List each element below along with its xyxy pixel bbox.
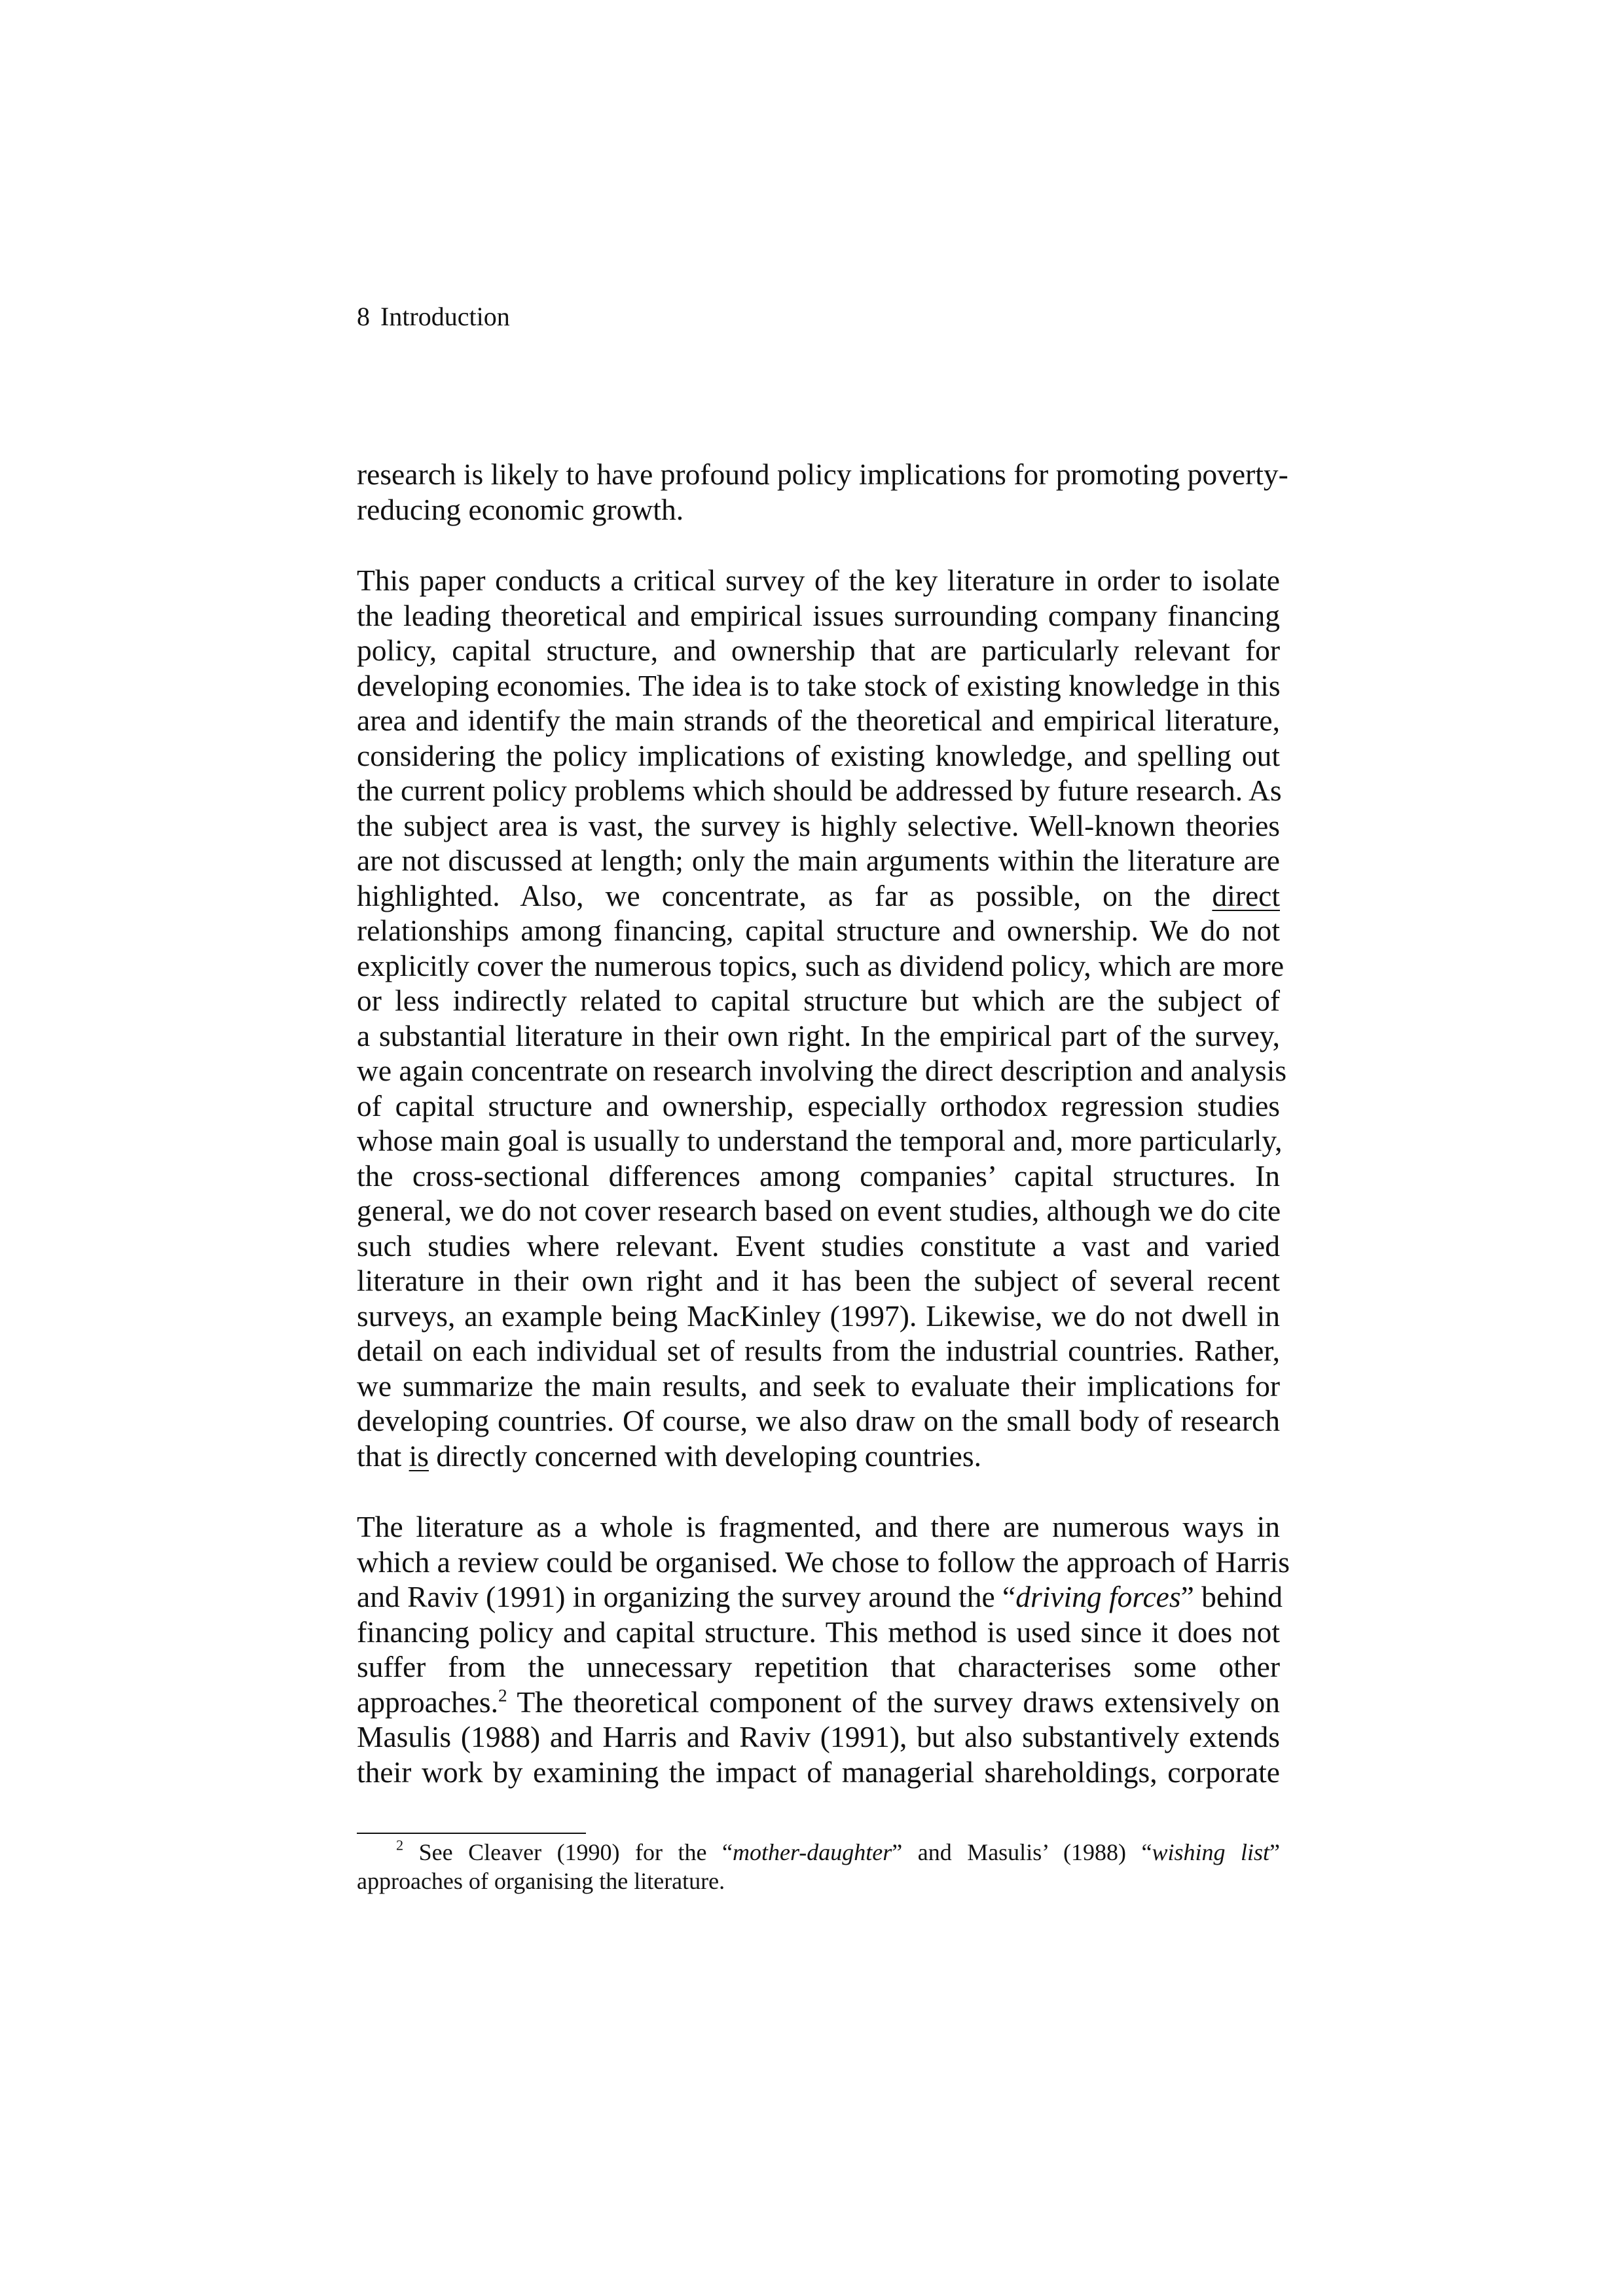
italic-phrase: driving forces: [1015, 1580, 1181, 1613]
text-line: research is likely to have profound policy implications for promoting poverty-: [357, 457, 1288, 491]
text-line: are not discussed at length; only the main arguments within the literature are: [357, 844, 1280, 877]
footnote-marker: 2: [396, 1837, 404, 1854]
text-line: we summarize the main results, and seek to evaluate their implications for: [357, 1369, 1280, 1403]
text-line: This paper conducts a critical survey of the key literature in order to isolate: [357, 564, 1280, 597]
paragraph-3: [357, 1509, 1290, 1789]
text-line: literature in their own right and it has been the subject of several recent: [357, 1264, 1280, 1297]
underlined-word: direct: [1212, 878, 1280, 912]
text-line: [357, 878, 1280, 914]
text-line: considering the policy implications of existing knowledge, and spelling out: [357, 738, 1280, 772]
underlined-word: is: [409, 1439, 429, 1473]
text-run: ” behind: [1180, 1580, 1283, 1613]
text-line: developing countries. Of course, we also draw on the small body of research: [357, 1404, 1280, 1437]
text-line: surveys, an example being MacKinley (1997). Likewise, we do not dwell in: [357, 1299, 1280, 1333]
text-line: financing policy and capital structure. This method is used since it does not: [357, 1615, 1280, 1649]
italic-phrase: mother-daughter: [732, 1839, 892, 1865]
text-run: The theoretical component of the survey draws extensively on: [507, 1685, 1280, 1719]
text-line: their work by examining the impact of managerial shareholdings, corporate: [357, 1755, 1280, 1789]
text-run: directly concerned with developing countries.: [428, 1439, 981, 1473]
text-line: general, we do not cover research based on event studies, although we do cite: [357, 1194, 1281, 1227]
text-line: relationships among financing, capital structure and ownership. We do not: [357, 914, 1280, 947]
text-line: [357, 1439, 1280, 1474]
text-line: such studies where relevant. Event studies constitute a vast and varied: [357, 1229, 1280, 1263]
text-run: See Cleaver (1990) for the “: [403, 1839, 733, 1865]
footnote-rule: [357, 1833, 586, 1834]
text-line: or less indirectly related to capital structure but which are the subject of: [357, 984, 1280, 1017]
italic-phrase: wishing list: [1152, 1839, 1270, 1865]
paragraph-2: [357, 563, 1287, 1473]
text-line: explicitly cover the numerous topics, such as dividend policy, which are more: [357, 948, 1285, 982]
text-line: we again concentrate on research involving the direct description and analysis: [357, 1054, 1287, 1087]
text-line: developing economies. The idea is to take stock of existing knowledge in this: [357, 668, 1281, 702]
body-text: [357, 457, 1290, 1789]
text-line: the leading theoretical and empirical issues surrounding company financing: [357, 598, 1280, 632]
text-line: area and identify the main strands of the theoretical and empirical literature,: [357, 704, 1280, 737]
page-number: 8: [357, 302, 370, 331]
footnote-line: approaches of organising the literature.: [357, 1868, 725, 1894]
text-line: [357, 1579, 1283, 1615]
text-line: a substantial literature in their own right. In the empirical part of the survey,: [357, 1018, 1280, 1052]
text-line: whose main goal is usually to understand the temporal and, more particularly,: [357, 1124, 1283, 1157]
running-head-title: Introduction: [380, 302, 510, 331]
text-line: the subject area is vast, the survey is highly selective. Well-known theories: [357, 808, 1280, 842]
footnote-line: [357, 1838, 1280, 1867]
text-line: the current policy problems which should be addressed by future research. As: [357, 774, 1282, 807]
text-run: highlighted. Also, we concentrate, as far as possible, on the: [357, 878, 1213, 912]
text-line: of capital structure and ownership, especially orthodox regression studies: [357, 1088, 1280, 1122]
text-run: approaches.: [357, 1685, 499, 1719]
text-line: suffer from the unnecessary repetition that characterises some other: [357, 1650, 1280, 1683]
text-run: ”: [1269, 1839, 1281, 1865]
text-run: that: [357, 1439, 409, 1473]
footnote-reference: 2: [498, 1685, 507, 1706]
text-line: [357, 1685, 1280, 1720]
text-line: Masulis (1988) and Harris and Raviv (1991), but also substantively extends: [357, 1720, 1280, 1753]
text-line: which a review could be organised. We chose to follow the approach of Harris: [357, 1545, 1290, 1579]
text-line: detail on each individual set of results from the industrial countries. Rather,: [357, 1334, 1280, 1367]
text-run: and Raviv (1991) in organizing the survey around the “: [357, 1580, 1016, 1613]
text-line: the cross-sectional differences among companies’ capital structures. In: [357, 1158, 1280, 1193]
text-line: policy, capital structure, and ownership that are particularly relevant for: [357, 634, 1280, 667]
text-line: reducing economic growth.: [357, 492, 684, 526]
text-line: The literature as a whole is fragmented, and there are numerous ways in: [357, 1510, 1280, 1543]
paragraph-1: [357, 457, 1288, 527]
running-head: [357, 300, 510, 334]
footnote: [357, 1838, 1280, 1895]
text-run: ” and Masulis’ (1988) “: [892, 1839, 1152, 1865]
